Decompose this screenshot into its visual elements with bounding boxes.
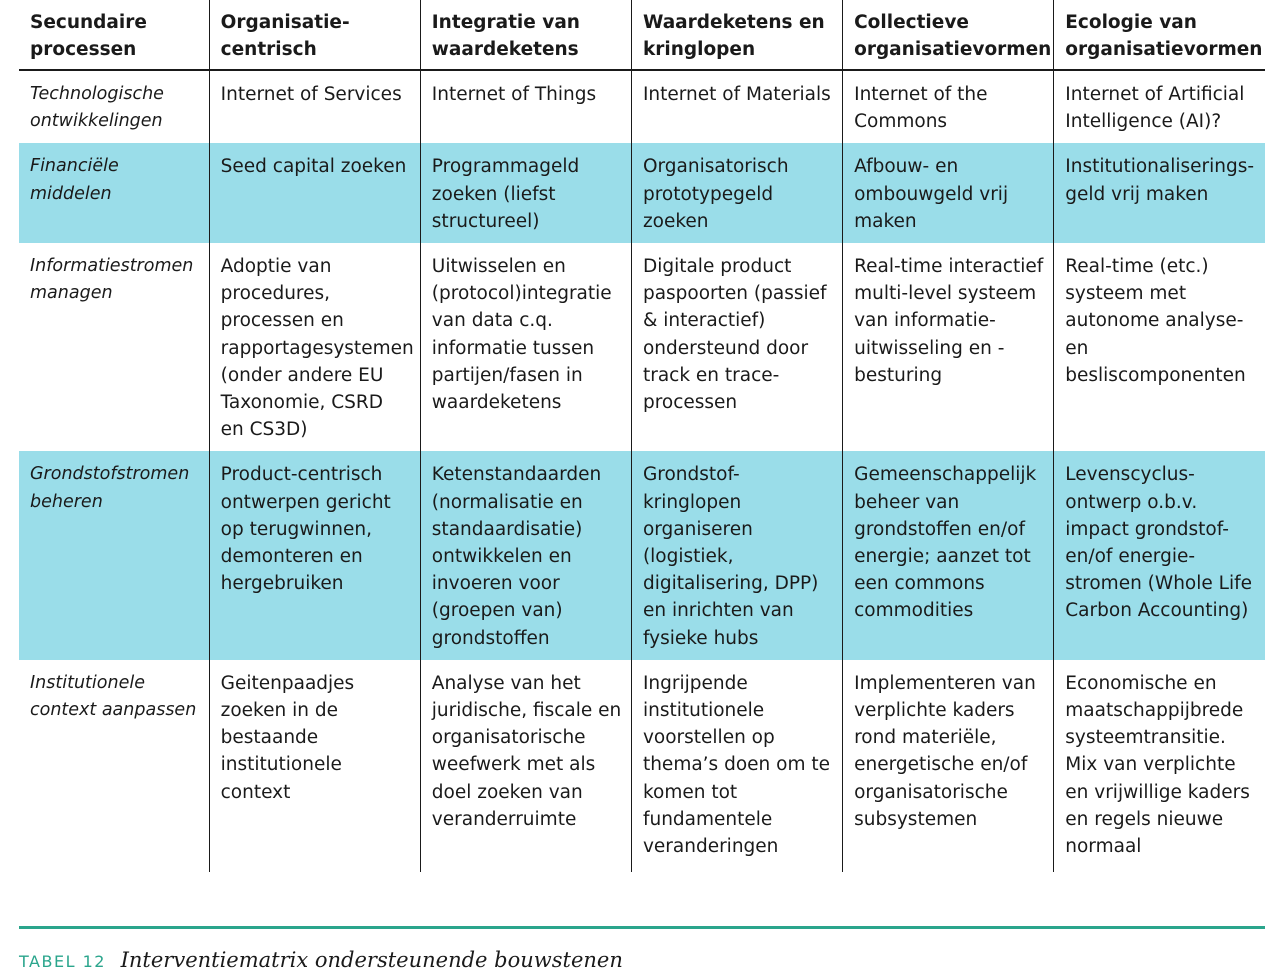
table-row — [19, 143, 1265, 243]
row-label: Grondstofstromen beheren — [19, 451, 209, 659]
table-cell: Uitwisselen en (protocol)integratie van data c.q. informatie tussen partijen/fasen in waardeketens — [420, 243, 631, 451]
table-cell: Institutionaliserings-geld vrij maken — [1054, 143, 1265, 243]
row-label: Financiële middelen — [19, 143, 209, 243]
table-cell: Programmageld zoeken (liefst structureel) — [420, 143, 631, 243]
table-cell: Afbouw- en ombouwgeld vrij maken — [843, 143, 1054, 243]
table-cell: Seed capital zoeken — [209, 143, 420, 243]
row-label: Informatiestromen managen — [30, 256, 194, 304]
table-cell: Internet of Services — [209, 70, 420, 143]
table-cell: Digitale product paspoorten (passief & interactief) ondersteund door track en trace-processen — [631, 243, 842, 451]
table-header — [19, 0, 1265, 70]
caption-divider — [19, 926, 1265, 929]
table-cell: Internet of Things — [420, 70, 631, 143]
table-cell: Adoptie van procedures, processen en rapportagesystemen (onder andere EU Taxonomie, CSRD en CS3D) — [209, 243, 420, 451]
table-row — [19, 243, 1265, 451]
column-header-ecologie-organisatievormen: Ecologie van organisatievormen — [1054, 0, 1265, 70]
row-label: Technologische ontwikkelingen — [30, 84, 164, 132]
column-header-collectieve-organisatievormen: Collectieve organisatievormen — [843, 0, 1054, 70]
table-cell: Internet of Materials — [631, 70, 842, 143]
intervention-matrix-table — [19, 0, 1265, 872]
row-label: Institutionele context aanpassen — [30, 672, 197, 721]
table-cell: Real-time (etc.) systeem met autonome analyse- en besliscomponenten — [1054, 243, 1265, 451]
table-cell: Ingrijpende institutionele voorstellen op thema’s doen om te komen tot fundamentele veranderingen — [631, 660, 842, 872]
table-cell: Product-centrisch ontwerpen gericht op terugwinnen, demonteren en hergebruiken — [209, 451, 420, 659]
column-header-secundaire-processen: Secundaire processen — [19, 0, 209, 70]
table-cell: Grondstof-kringlopen organiseren (logistiek, digitalisering, DPP) en inrichten van fysieke hubs — [631, 451, 842, 659]
table-caption — [19, 945, 623, 977]
table-cell: Internet of Artificial Intelligence (AI)? — [1054, 70, 1265, 143]
column-header-organisatie-centrisch: Organisatie-centrisch — [209, 0, 420, 70]
table-row — [19, 70, 1265, 143]
caption-title: Interventiematrix ondersteunende bouwstenen — [120, 948, 623, 972]
table-cell: Analyse van het juridische, fiscale en organisatorische weefwerk met als doel zoeken van veranderruimte — [420, 660, 631, 872]
table-cell: Economische en maatschappijbrede systeemtransitie. Mix van verplichte en vrijwillige kaders en regels nieuwe normaal — [1054, 660, 1265, 872]
caption-number: TABEL 12 — [19, 952, 106, 971]
table-cell: Real-time interactief multi-level systeem van informatie-uitwisseling en -besturing — [843, 243, 1054, 451]
table-body — [19, 70, 1265, 872]
column-header-waardeketens-kringlopen: Waardeketens en kringlopen — [631, 0, 842, 70]
header-row — [19, 0, 1265, 70]
table-cell: Organisatorisch prototypegeld zoeken — [631, 143, 842, 243]
table-cell: Geitenpaadjes zoeken in de bestaande institutionele context — [209, 660, 420, 872]
column-header-integratie-waardeketens: Integratie van waardeketens — [420, 0, 631, 70]
table-cell: Implementeren van verplichte kaders rond materiële, energetische en/of organisatorische subsystemen — [843, 660, 1054, 872]
table-cell: Gemeenschappelijk beheer van grondstoffen en/of energie; aanzet tot een commons commodities — [843, 451, 1054, 659]
table-row — [19, 660, 1265, 872]
table-row — [19, 451, 1265, 659]
table-cell: Ketenstandaarden (normalisatie en standaardisatie) ontwikkelen en invoeren voor (groepen van) grondstoffen — [420, 451, 631, 659]
table-cell: Internet of the Commons — [843, 70, 1054, 143]
table-cell: Levenscyclus-ontwerp o.b.v. impact grondstof-en/of energie-stromen (Whole Life Carbon Accounting) — [1054, 451, 1265, 659]
